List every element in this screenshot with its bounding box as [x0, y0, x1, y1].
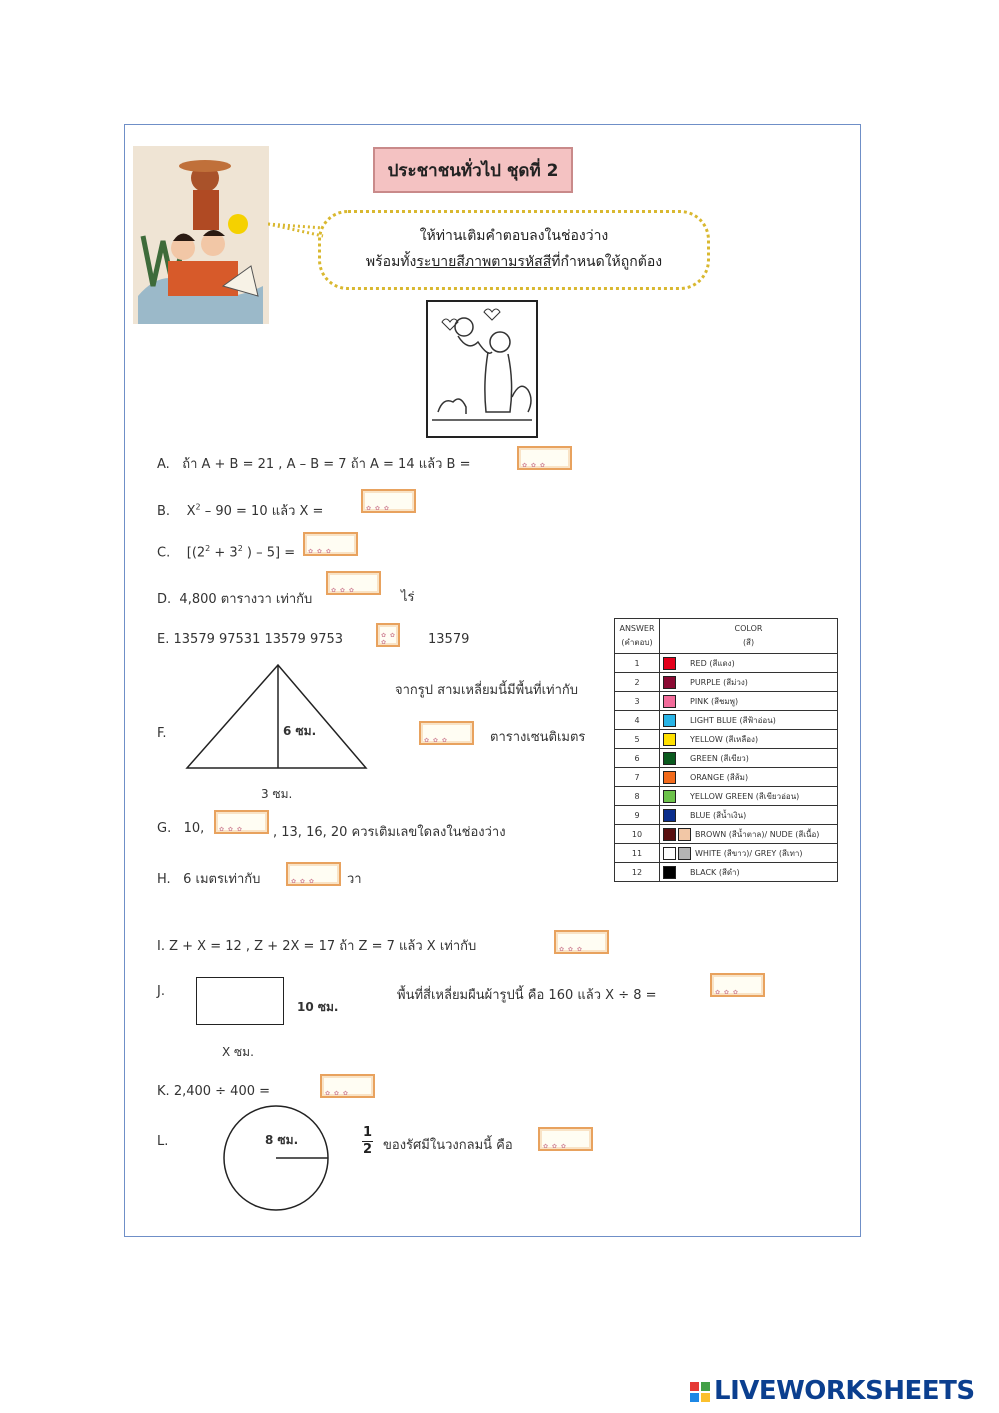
color-table-color — [660, 806, 838, 825]
color-swatch — [663, 771, 676, 784]
logo-mark-icon — [690, 1382, 710, 1402]
color-table-number: 4 — [615, 711, 660, 730]
color-table-row — [615, 863, 838, 882]
color-table-color — [660, 844, 838, 863]
question-e: E. 13579 97531 13579 9753 — [157, 632, 344, 647]
color-name: PURPLE (สีม่วง) — [690, 677, 748, 687]
color-table-row — [615, 654, 838, 673]
color-table-number: 9 — [615, 806, 660, 825]
answer-box-b[interactable] — [361, 489, 416, 513]
question-i: I. Z + X = 12 , Z + 2X = 17 ถ้า Z = 7 แล้ว X เท่ากับ — [157, 939, 477, 954]
color-table-color — [660, 787, 838, 806]
color-table-color — [660, 863, 838, 882]
color-name: LIGHT BLUE (สีฟ้าอ่อน) — [690, 715, 776, 725]
question-f: จากรูป สามเหลี่ยมนี้มีพื้นที่เท่ากับ — [395, 683, 579, 698]
answer-box-h[interactable] — [286, 862, 341, 886]
color-table-number: 1 — [615, 654, 660, 673]
answer-box-c[interactable] — [303, 532, 358, 556]
color-swatch — [663, 866, 676, 879]
question-e-tail: 13579 — [428, 632, 470, 647]
question-b: B. $X^2 - 90 = 10$ แล้ว X = — [157, 502, 324, 519]
rectangle-side-label: 10 ซม. — [297, 1000, 339, 1014]
color-table-number: 6 — [615, 749, 660, 768]
question-k: K. 2,400 ÷ 400 = — [157, 1084, 271, 1099]
color-name: YELLOW GREEN (สีเขียวอ่อน) — [690, 791, 800, 801]
color-table-number: 11 — [615, 844, 660, 863]
instruction-line-2: พร้อมทั้งระบายสีภาพตามรหัสสีที่กำหนดให้ถูกต้อง — [365, 254, 663, 270]
color-table-color — [660, 768, 838, 787]
worksheet-title: ประชาชนทั่วไป ชุดที่ 2 — [373, 147, 573, 193]
color-swatch — [663, 828, 676, 841]
coloring-picture — [426, 300, 538, 438]
color-name: RED (สีแดง) — [690, 658, 735, 668]
circle-figure — [221, 1105, 331, 1211]
color-swatch — [663, 695, 676, 708]
color-table-color — [660, 825, 838, 844]
answer-box-l[interactable] — [538, 1127, 593, 1151]
color-table-row — [615, 844, 838, 863]
question-d: D. 4,800 ตารางวา เท่ากับ — [157, 592, 313, 607]
color-table-number: 8 — [615, 787, 660, 806]
answer-box-j[interactable] — [710, 973, 765, 997]
color-table-row — [615, 749, 838, 768]
answer-box-a[interactable] — [517, 446, 572, 470]
color-name: PINK (สีชมพู) — [690, 696, 739, 706]
question-l-label: L. — [157, 1134, 169, 1149]
color-table-row — [615, 787, 838, 806]
question-d-unit: ไร่ — [401, 590, 415, 605]
color-table-number: 10 — [615, 825, 660, 844]
color-code-table — [614, 618, 838, 882]
question-h: H. 6 เมตรเท่ากับ — [157, 872, 261, 887]
answer-box-d[interactable] — [326, 571, 381, 595]
rectangle-figure — [196, 977, 284, 1025]
question-j: พื้นที่สี่เหลี่ยมผืนผ้ารูปนี้ คือ 160 แล้ว X ÷ 8 = — [397, 988, 657, 1003]
triangle-figure — [184, 662, 370, 772]
color-table-number: 5 — [615, 730, 660, 749]
color-name: BROWN (สีน้ำตาล)/ NUDE (สีเนื้อ) — [695, 829, 820, 839]
color-table-color — [660, 692, 838, 711]
triangle-height-label: 6 ซม. — [283, 724, 317, 738]
rectangle-bottom-label: X ซม. — [222, 1045, 254, 1059]
answer-box-e[interactable] — [376, 623, 400, 647]
color-table-color — [660, 730, 838, 749]
color-table-row — [615, 730, 838, 749]
instruction-bubble — [318, 210, 710, 290]
question-f-unit: ตารางเซนติเมตร — [490, 730, 586, 745]
color-name: YELLOW (สีเหลือง) — [690, 734, 759, 744]
color-table-number: 3 — [615, 692, 660, 711]
color-table-row — [615, 692, 838, 711]
color-table-number: 12 — [615, 863, 660, 882]
fraction-half: 1 2 — [363, 1125, 373, 1157]
question-h-unit: วา — [347, 872, 362, 887]
triangle-base-label: 3 ซม. — [261, 787, 293, 801]
table-header-answer: ANSWER (คำตอบ) — [615, 619, 660, 654]
color-swatch — [663, 714, 676, 727]
color-name: ORANGE (สีส้ม) — [690, 772, 749, 782]
color-table-color — [660, 654, 838, 673]
instruction-line-1: ให้ท่านเติมคำตอบลงในช่องว่าง — [419, 228, 609, 244]
color-table-row — [615, 825, 838, 844]
color-name: BLUE (สีน้ำเงิน) — [690, 810, 747, 820]
cover-illustration — [133, 146, 269, 324]
color-name: BLACK (สีดำ) — [690, 867, 740, 877]
color-swatch — [663, 657, 676, 670]
color-table-color — [660, 711, 838, 730]
color-name: WHITE (สีขาว)/ GREY (สีเทา) — [695, 848, 803, 858]
color-table-color — [660, 673, 838, 692]
color-swatch — [663, 847, 676, 860]
answer-box-g[interactable] — [214, 810, 269, 834]
question-j-label: J. — [157, 984, 165, 999]
color-table-row — [615, 673, 838, 692]
question-g-rest: , 13, 16, 20 ควรเติมเลขใดลงในช่องว่าง — [273, 825, 506, 840]
color-name: GREEN (สีเขียว) — [690, 753, 749, 763]
color-table-row — [615, 711, 838, 730]
color-swatch — [663, 733, 676, 746]
answer-box-k[interactable] — [320, 1074, 375, 1098]
color-table-row — [615, 768, 838, 787]
color-table-number: 7 — [615, 768, 660, 787]
question-c: C. [($2^2 + 3^2$ ) – 5] = — [157, 544, 296, 561]
question-g: G. 10, — [157, 821, 205, 836]
liveworksheets-logo: LIVEWORKSHEETS — [690, 1376, 975, 1406]
color-table-color — [660, 749, 838, 768]
table-header-color: COLOR (สี) — [660, 619, 838, 654]
color-swatch — [663, 809, 676, 822]
color-table-row — [615, 806, 838, 825]
color-swatch-secondary — [678, 847, 691, 860]
color-swatch-secondary — [678, 828, 691, 841]
color-swatch — [663, 752, 676, 765]
answer-box-f[interactable] — [419, 721, 474, 745]
circle-radius-label: 8 ซม. — [265, 1133, 299, 1147]
color-swatch — [663, 790, 676, 803]
question-a: A. ถ้า A + B = 21 , A – B = 7 ถ้า A = 14 แล้ว B = — [157, 457, 471, 472]
color-table-number: 2 — [615, 673, 660, 692]
answer-box-i[interactable] — [554, 930, 609, 954]
color-swatch — [663, 676, 676, 689]
question-l: ของรัศมีในวงกลมนี้ คือ — [383, 1138, 513, 1153]
question-f-label: F. — [157, 726, 167, 741]
